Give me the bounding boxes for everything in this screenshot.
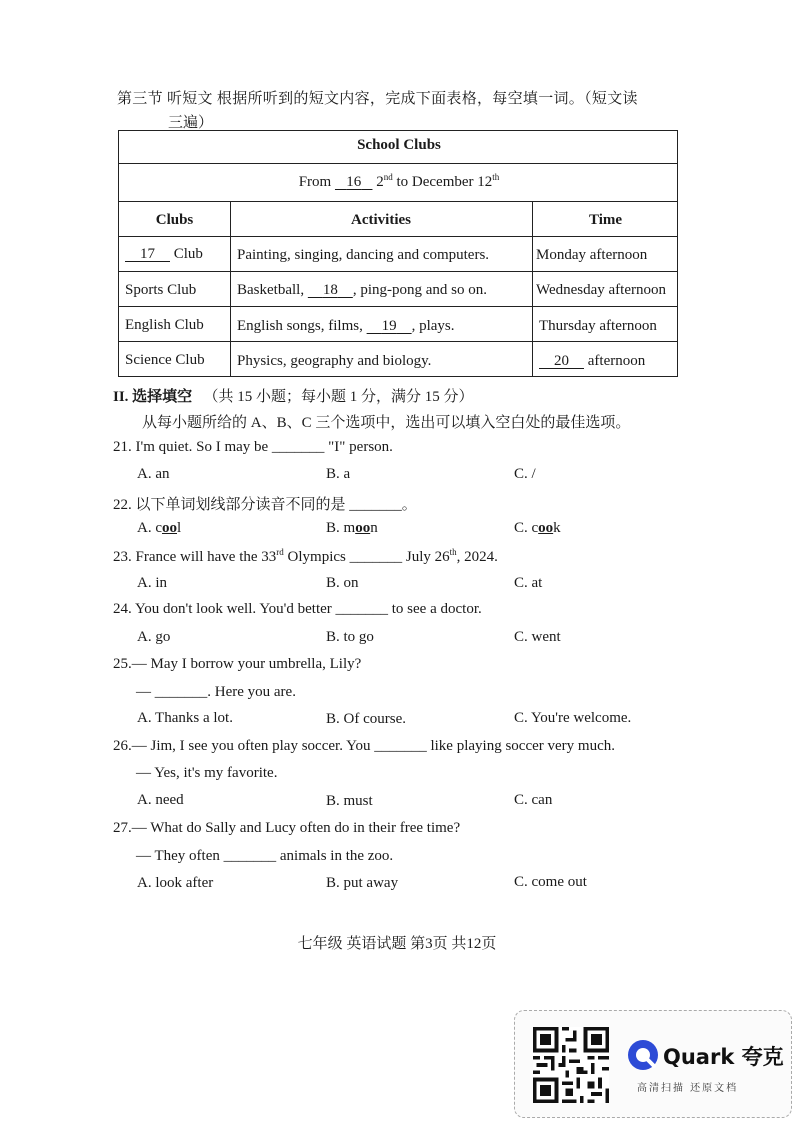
q27-option-c: C. come out — [514, 874, 587, 890]
row2-time: Wednesday afternoon — [536, 282, 666, 298]
blank-18: 18 — [322, 282, 338, 298]
q26-option-a: A. need — [137, 792, 184, 808]
q22-option-b: B. moon — [326, 520, 378, 536]
row3-activities: English songs, films, 19 , plays. — [237, 318, 455, 334]
q26-option-c: C. can — [514, 792, 553, 808]
q21-option-a: A. an — [137, 466, 170, 482]
question-23: 23. France will have the 33rd Olympics _______ July 26th, 2024. — [113, 547, 498, 565]
quark-brand: Quark 夸克 — [663, 1045, 784, 1069]
q25-option-c: C. You're welcome. — [514, 710, 632, 726]
question-26: 26.— Jim, I see you often play soccer. You _______ like playing soccer very much. — [113, 738, 615, 754]
section3-instruction: 第三节 听短文 根据所听到的短文内容，完成下面表格，每空填一词。（短文读 — [117, 91, 638, 107]
row4-activities: Physics, geography and biology. — [237, 353, 432, 369]
header-clubs: Clubs — [155, 212, 194, 228]
section3-instruction-cont: 三遍） — [168, 115, 214, 131]
header-time: Time — [588, 212, 623, 228]
q23-option-b: B. on — [326, 575, 359, 591]
q27-option-b: B. put away — [326, 875, 399, 891]
page-footer: 七年级 英语试题 第3页 共12页 — [297, 936, 497, 952]
part2-instruction: 从每小题所给的 A、B、C 三个选项中，选出可以填入空白处的最佳选项。 — [142, 415, 631, 431]
question-25: 25.— May I borrow your umbrella, Lily? — [113, 656, 362, 672]
row1-club: 17 Club — [125, 246, 203, 263]
q24-option-a: A. go — [137, 629, 171, 645]
blank-20: 20 — [554, 353, 569, 369]
row2-club: Sports Club — [125, 282, 197, 298]
question-27: 27.— What do Sally and Lucy often do in their free time? — [113, 820, 461, 836]
table-title: School Clubs — [357, 137, 441, 153]
q24-option-b: B. to go — [326, 629, 374, 645]
q24-option-c: C. went — [514, 629, 561, 645]
row4-club: Science Club — [125, 352, 205, 368]
row4-time: 20 afternoon — [539, 353, 645, 370]
q26-option-b: B. must — [326, 793, 373, 809]
q21-option-c: C. / — [514, 466, 536, 482]
question-24: 24. You don't look well. You'd better _______ to see a doctor. — [113, 601, 482, 617]
blank-19: 19 — [381, 318, 397, 334]
question-25-line2: — _______. Here you are. — [136, 684, 296, 700]
row2-activities: Basketball, 18 , ping-pong and so on. — [237, 282, 487, 298]
quark-logo-icon — [627, 1039, 659, 1071]
q25-option-a: A. Thanks a lot. — [137, 710, 233, 726]
q22-option-c: C. cook — [514, 520, 561, 536]
row1-activities: Painting, singing, dancing and computers. — [237, 247, 490, 263]
q23-option-c: C. at — [514, 575, 543, 591]
question-27-line2: — They often _______ animals in the zoo. — [136, 848, 394, 864]
row1-time: Monday afternoon — [536, 247, 648, 263]
blank-17: 17 — [140, 246, 155, 262]
row3-time: Thursday afternoon — [539, 318, 657, 334]
question-26-line2: — Yes, it's my favorite. — [136, 765, 278, 781]
part2-header: II. 选择填空 （共 15 小题；每小题 1 分，满分 15 分） — [113, 389, 474, 405]
school-clubs-table — [118, 130, 678, 377]
table-date-range: From 16 2nd to December 12th — [298, 172, 500, 190]
question-21: 21. I'm quiet. So I may be _______ "I" person. — [113, 439, 393, 455]
qr-code-icon — [533, 1027, 609, 1103]
q25-option-b: B. Of course. — [326, 711, 406, 727]
q21-option-b: B. a — [326, 466, 351, 482]
header-activities: Activities — [351, 212, 411, 228]
blank-16: 16 — [346, 174, 362, 190]
q22-option-a: A. cool — [137, 520, 182, 536]
question-22: 22. 以下单词划线部分读音不同的是 _______。 — [113, 497, 417, 513]
row3-club: English Club — [125, 317, 204, 333]
quark-tagline: 高清扫描 还原文档 — [637, 1083, 739, 1094]
q23-option-a: A. in — [137, 575, 167, 591]
q27-option-a: A. look after — [137, 875, 214, 891]
quark-scan-badge — [514, 1010, 792, 1118]
